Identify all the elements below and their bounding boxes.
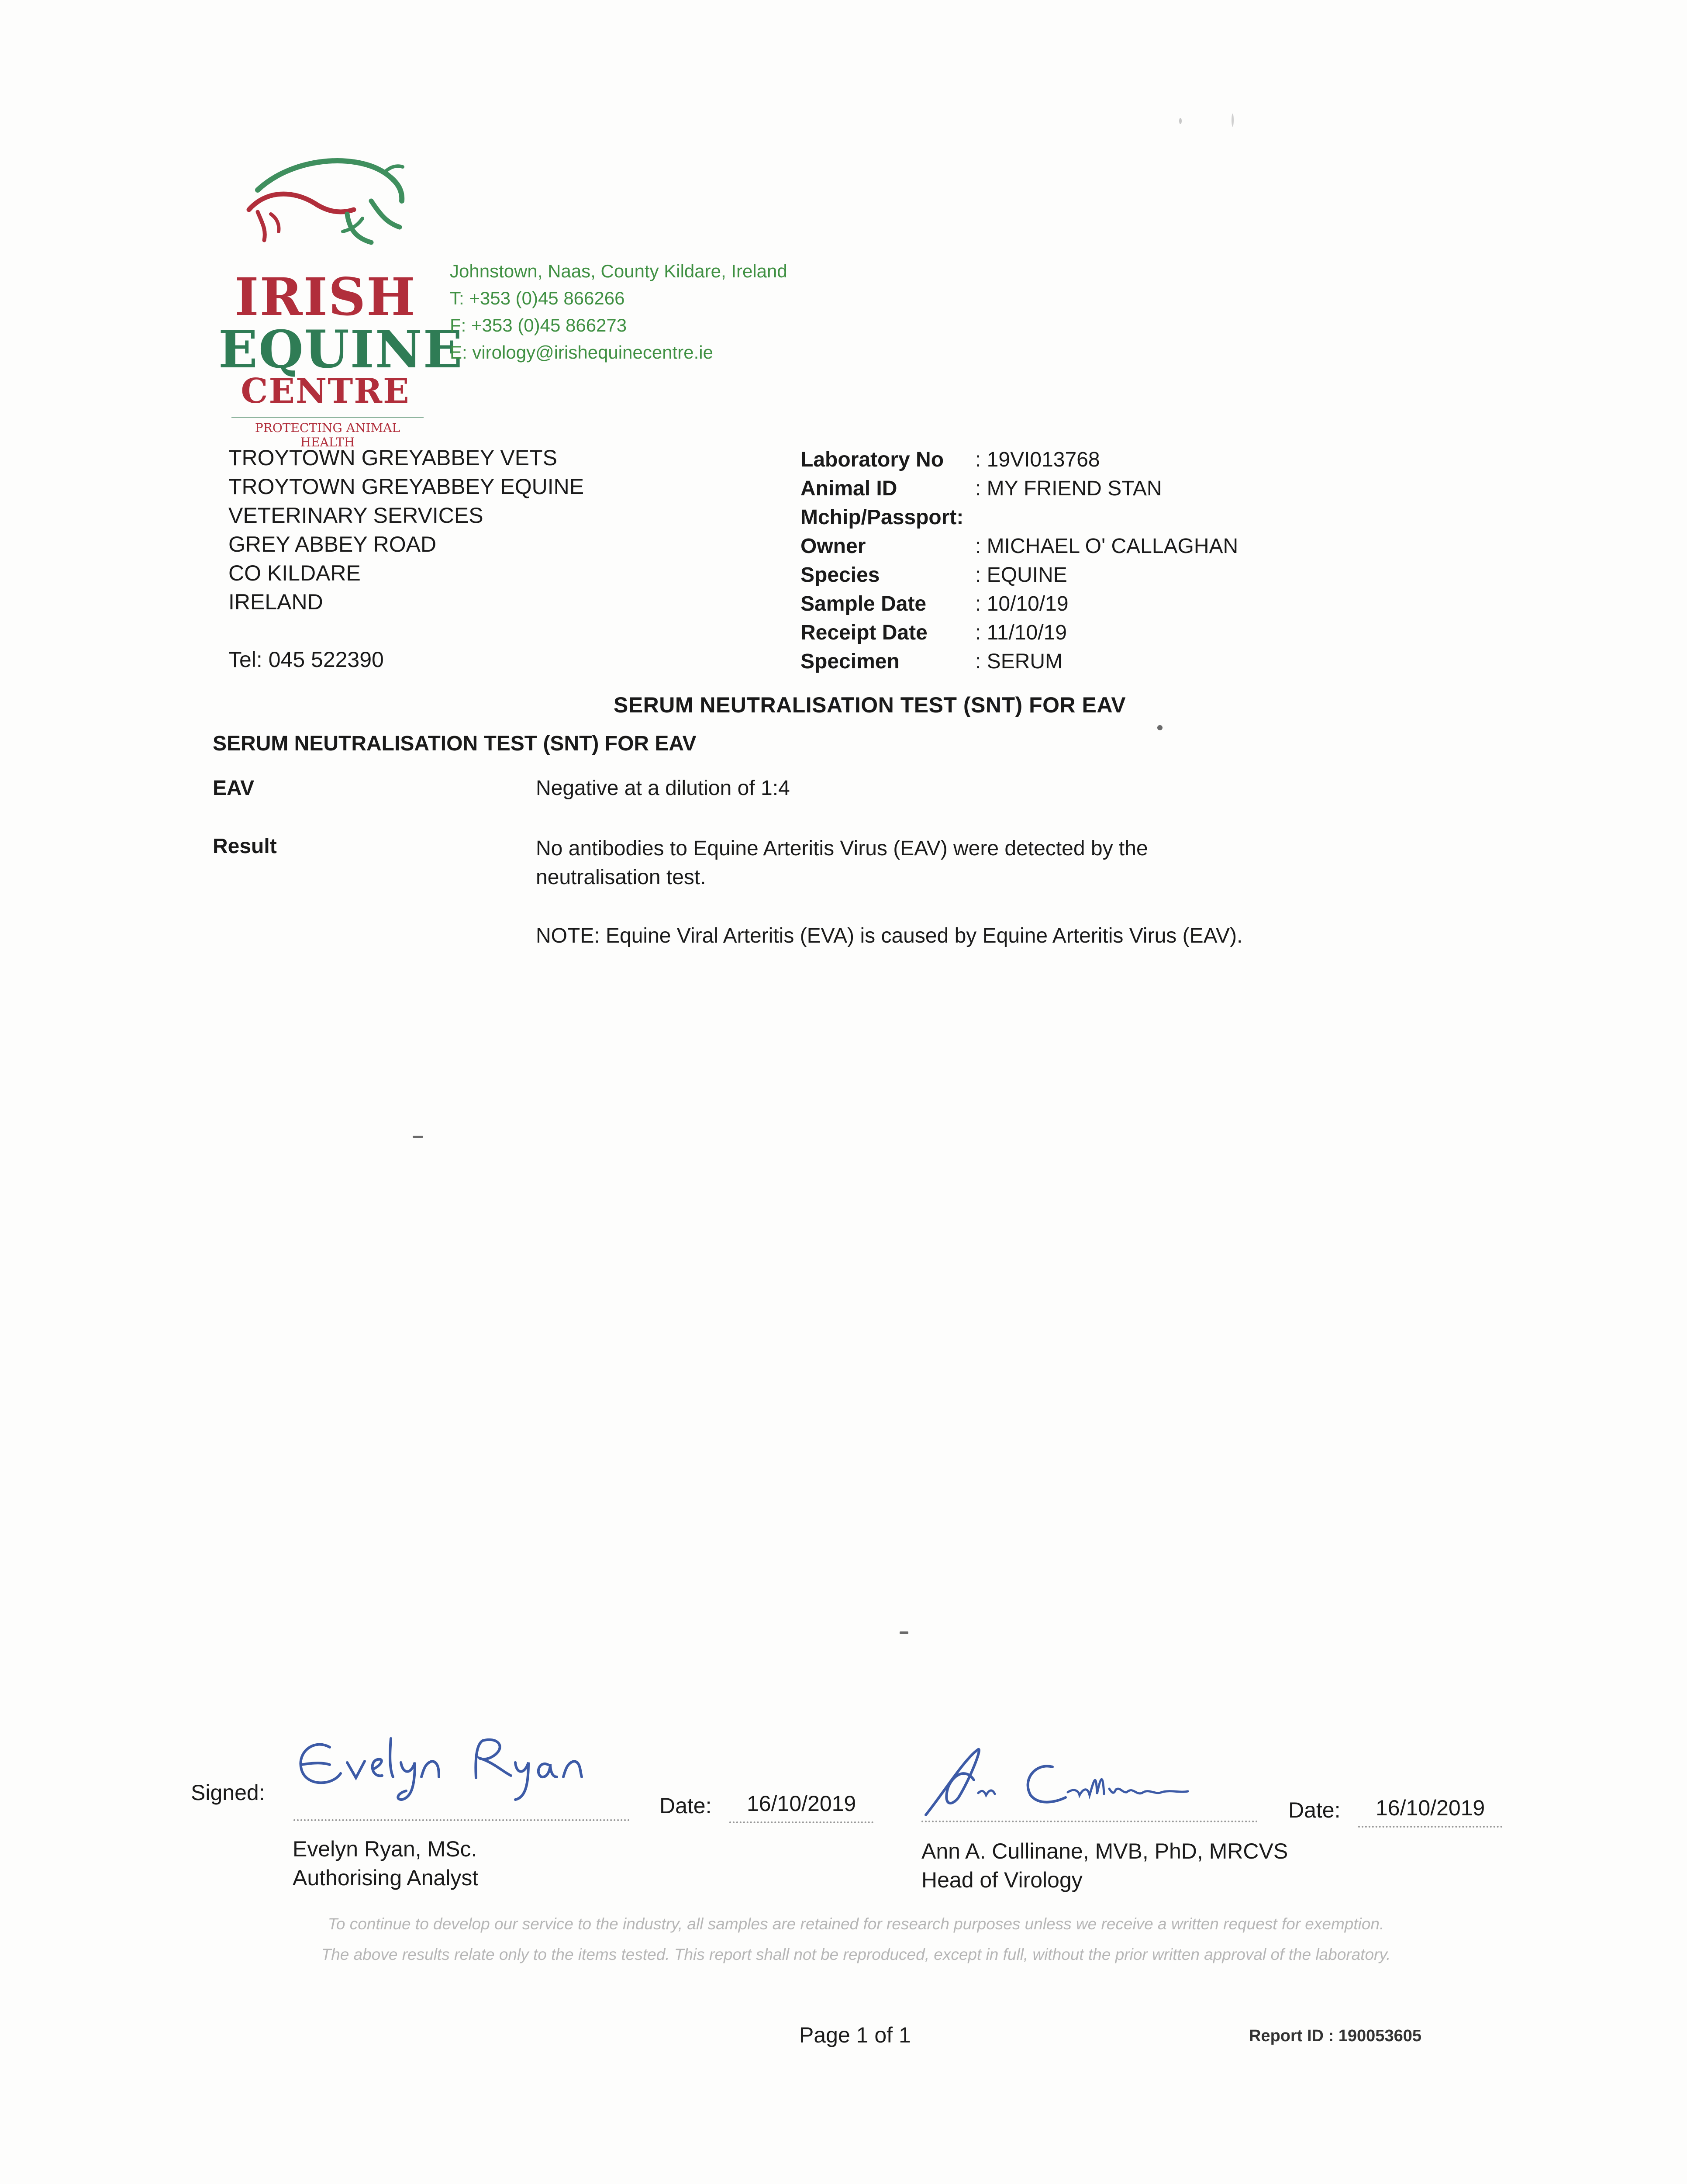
detail-label: Receipt Date — [800, 621, 928, 644]
scan-speck — [1179, 118, 1182, 124]
note-text: NOTE: Equine Viral Arteritis (EVA) is caused by Equine Arteritis Virus (EAV). — [536, 924, 1243, 947]
detail-label: Mchip/Passport: — [800, 506, 964, 529]
contact-address: Johnstown, Naas, County Kildare, Ireland — [450, 261, 787, 281]
scan-speck — [1232, 114, 1234, 127]
signer1-date: 16/10/2019 — [747, 1791, 856, 1816]
signer2-date: 16/10/2019 — [1376, 1796, 1485, 1820]
signature-ann-cullinane — [917, 1741, 1223, 1819]
test-title: SERUM NEUTRALISATION TEST (SNT) FOR EAV — [213, 732, 697, 755]
address-line: CO KILDARE — [228, 561, 361, 585]
scan-speck — [1157, 725, 1163, 730]
contact-email: E: virology@irishequinecentre.ie — [450, 342, 713, 363]
signed-label: Signed: — [191, 1780, 265, 1805]
detail-row-sample-date — [800, 590, 1238, 619]
signer1-block — [293, 1835, 478, 1892]
detail-value: : EQUINE — [975, 563, 1067, 587]
detail-label: Animal ID — [800, 477, 897, 500]
signer2-title: Head of Virology — [921, 1868, 1083, 1892]
disclaimer-line: To continue to develop our service to the industry, all samples are retained for research purposes unless we receive a written request for exemption. — [328, 1915, 1384, 1933]
detail-value: : 10/10/19 — [975, 592, 1069, 615]
date-label: Date: — [1288, 1798, 1341, 1822]
sample-details — [800, 446, 1238, 676]
eav-value: Negative at a dilution of 1:4 — [536, 777, 790, 800]
logo-equine: EQUINE — [218, 319, 463, 380]
scan-speck — [900, 1631, 908, 1634]
signer2-name: Ann A. Cullinane, MVB, PhD, MRCVS — [921, 1839, 1288, 1863]
signature-line — [921, 1821, 1258, 1822]
detail-label: Laboratory No — [800, 448, 944, 471]
section-heading: SERUM NEUTRALISATION TEST (SNT) FOR EAV — [613, 693, 1126, 717]
recipient-address — [228, 443, 584, 674]
address-line: TROYTOWN GREYABBEY VETS — [228, 446, 557, 470]
date-line — [729, 1821, 873, 1823]
address-line: TROYTOWN GREYABBEY EQUINE — [228, 474, 584, 499]
result-label: Result — [213, 835, 277, 858]
signature-line — [293, 1819, 630, 1821]
detail-row-species — [800, 561, 1238, 590]
recipient-tel: Tel: 045 522390 — [228, 647, 384, 672]
signer1-name: Evelyn Ryan, MSc. — [293, 1837, 477, 1861]
logo-irish: IRISH — [235, 266, 416, 327]
detail-row-specimen — [800, 647, 1238, 676]
report-id: Report ID : 190053605 — [1249, 2027, 1421, 2045]
detail-row-laboratory-no — [800, 446, 1238, 474]
detail-row-owner — [800, 532, 1238, 561]
detail-value: : MY FRIEND STAN — [975, 477, 1162, 500]
detail-label: Species — [800, 563, 880, 587]
date-label: Date: — [659, 1794, 712, 1818]
address-line: GREY ABBEY ROAD — [228, 532, 437, 556]
contact-block — [450, 258, 787, 366]
detail-label: Owner — [800, 535, 866, 558]
disclaimer-line: The above results relate only to the items tested. This report shall not be reproduced, except in full, without the prior written approval of the laboratory. — [321, 1946, 1391, 1963]
contact-fax: F: +353 (0)45 866273 — [450, 315, 627, 335]
detail-value: : SERUM — [975, 650, 1063, 673]
detail-label: Sample Date — [800, 592, 927, 615]
contact-telephone: T: +353 (0)45 866266 — [450, 288, 625, 308]
eav-label: EAV — [213, 777, 255, 800]
detail-value: : 19VI013768 — [975, 448, 1100, 471]
disclaimer — [262, 1909, 1450, 1970]
detail-row-receipt-date — [800, 619, 1238, 647]
address-line: VETERINARY SERVICES — [228, 503, 483, 528]
detail-label: Specimen — [800, 650, 900, 673]
signature-evelyn-ryan — [288, 1721, 629, 1808]
scan-speck — [413, 1136, 423, 1138]
signer2-block — [921, 1837, 1288, 1894]
detail-value: : 11/10/19 — [975, 621, 1067, 644]
detail-row-mchip-passport — [800, 503, 1238, 532]
detail-value: : MICHAEL O' CALLAGHAN — [975, 535, 1239, 558]
result-text: No antibodies to Equine Arteritis Virus (EAV) were detected by the neutralisation test. — [536, 837, 1148, 889]
irish-equine-centre-logo — [218, 149, 463, 449]
logo-centre: CENTRE — [241, 371, 410, 411]
page-number: Page 1 of 1 — [799, 2023, 911, 2047]
detail-row-animal-id — [800, 474, 1238, 503]
signer1-title: Authorising Analyst — [293, 1866, 479, 1890]
logo-tagline: PROTECTING ANIMAL HEALTH — [231, 417, 424, 449]
horse-logo-icon — [240, 149, 424, 262]
address-line: IRELAND — [228, 590, 323, 614]
date-line — [1358, 1826, 1502, 1828]
